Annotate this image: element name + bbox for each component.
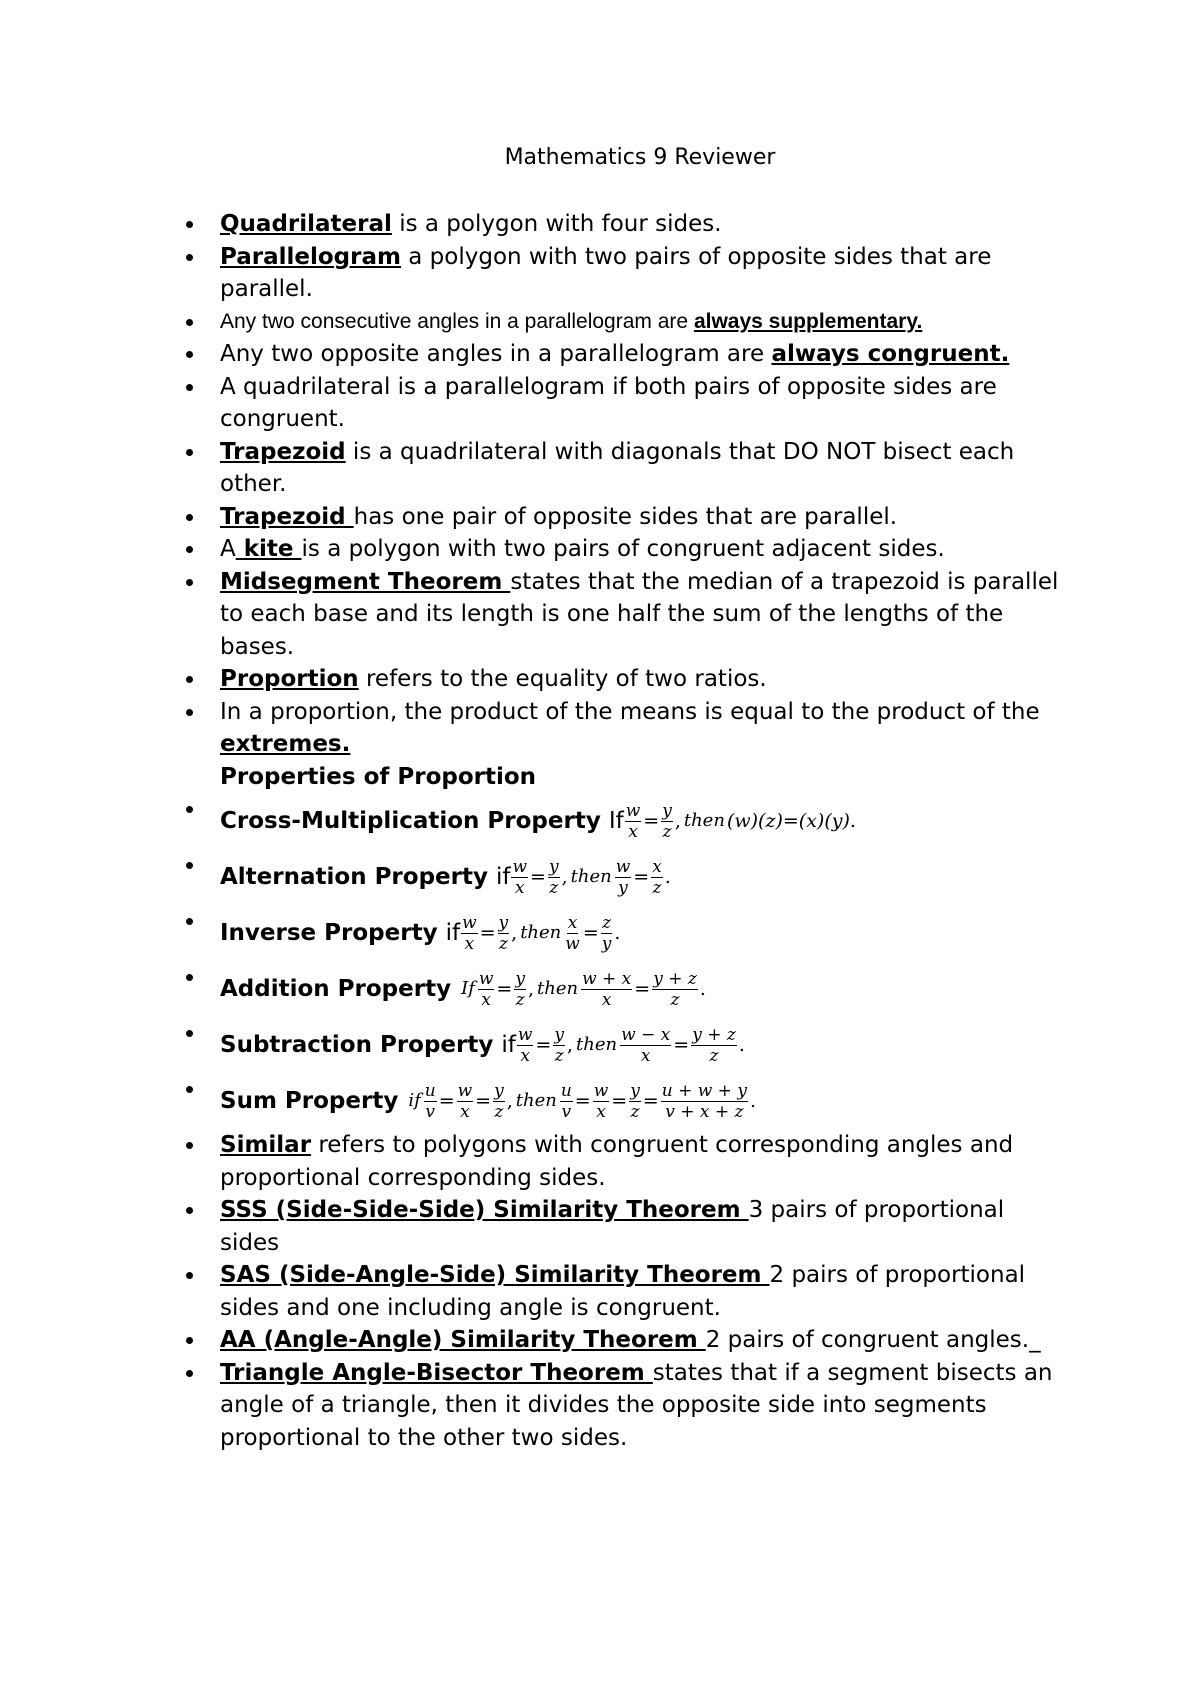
list-item	[220, 338, 1060, 371]
fraction: $\frac{u + w + y}{v + x + z}$	[661, 1080, 747, 1122]
term: Midsegment Theorem	[220, 568, 511, 595]
list-item	[220, 696, 1060, 761]
fraction: $\frac{y}{z}$	[630, 1080, 640, 1122]
list-item	[220, 1357, 1060, 1455]
list-item	[220, 1259, 1060, 1324]
definition: states that if a segment bisects an angle of a triangle, then it divides the opposite side into segments proportional to the other two sides.	[220, 1359, 1053, 1451]
list-item	[220, 1324, 1060, 1357]
definition: 3 pairs of proportional sides	[220, 1197, 1005, 1256]
definition: has one pair of opposite sides that are parallel.	[353, 503, 898, 530]
list-item	[220, 566, 1060, 664]
definition: states that the median of a trapezoid is parallel to each base and its length is one half the sum of the lengths of the bases.	[220, 568, 1059, 660]
list-item	[220, 501, 1060, 534]
lead-word: if	[408, 1089, 421, 1111]
list-item	[220, 1194, 1060, 1259]
definition: 2 pairs of congruent angles._	[705, 1327, 1041, 1353]
list-item	[220, 436, 1060, 501]
fraction: $\frac{w}{x}$	[462, 912, 477, 954]
fraction: $\frac{y}{z}$	[548, 856, 559, 898]
fraction: $\frac{y}{z}$	[554, 1024, 564, 1066]
list-item	[220, 663, 1060, 696]
fraction: $\frac{y + z}{z}$	[653, 968, 697, 1010]
fraction: $\frac{w}{x}$	[478, 968, 494, 1010]
list-item	[220, 371, 1060, 436]
result: (w)(z)=(x)(y).	[726, 809, 856, 832]
emphasis: always congruent.	[771, 341, 1010, 367]
definition: refers to polygons with congruent corresponding angles and proportional corresponding sides.	[220, 1132, 1014, 1191]
fraction: $\frac{w}{x}$	[512, 856, 528, 898]
definition: Any two consecutive angles in a parallelogram are	[220, 309, 694, 333]
then-word: then	[683, 809, 725, 831]
fraction: $\frac{w}{x}$	[517, 1024, 533, 1066]
definition: 2 pairs of proportional sides and one including angle is congruent.	[220, 1262, 1026, 1321]
property-name: Subtraction Property	[220, 1031, 494, 1058]
list-item	[220, 208, 1060, 241]
lead-word: If	[608, 807, 624, 834]
formula-item: Sum Property if $\frac{u}{v}$ = $\frac{w}{x}$ = $\frac{y}{z}$ , then $\frac{u}{v}$ = $\frac{w}{x}$ = $\frac{y}{z}$ = $\frac{u + w + y}{v + x + z}$ .	[220, 1073, 1060, 1129]
property-name: Addition Property	[220, 975, 452, 1002]
term: SAS (Side-Angle-Side) Similarity Theorem	[220, 1262, 770, 1288]
list-item	[220, 306, 1060, 339]
fraction: $\frac{w + x}{x}$	[582, 968, 632, 1010]
property-name: Inverse Property	[220, 919, 438, 946]
fraction: $\frac{y}{z}$	[662, 800, 672, 842]
term: Proportion	[220, 666, 359, 692]
lead-word: if	[501, 1031, 516, 1058]
page-title: Mathematics 9 Reviewer	[504, 145, 776, 170]
list-item	[220, 241, 1060, 306]
definition: In a proportion, the product of the means is equal to the product of the	[220, 698, 1040, 725]
emphasis: extremes.	[220, 731, 351, 757]
fraction: $\frac{u}{v}$	[560, 1080, 572, 1122]
then-word: then	[515, 1089, 557, 1111]
emphasis: always supplementary.	[693, 309, 923, 333]
fraction: $\frac{u}{v}$	[424, 1080, 436, 1122]
term: kite	[235, 536, 302, 562]
formula-item: Cross-Multiplication Property If $\frac{w}{x}$ = $\frac{y}{z}$ , then (w)(z)=(x)(y).	[220, 793, 1060, 849]
reviewer-list	[220, 208, 1060, 1454]
term: Trapezoid	[220, 503, 354, 530]
formula-item: Subtraction Property if $\frac{w}{x}$ = $\frac{y}{z}$ , then $\frac{w - x}{x}$ = $\frac{y + z}{z}$ .	[220, 1017, 1060, 1073]
definition: refers to the equality of two ratios.	[358, 666, 767, 692]
fraction: $\frac{y}{z}$	[515, 968, 525, 1010]
term: Triangle Angle-Bisector Theorem	[220, 1359, 653, 1386]
definition: is a quadrilateral with diagonals that DO NOT bisect each other.	[220, 438, 1015, 497]
fraction: $\frac{w}{x}$	[457, 1080, 473, 1122]
term: Similar	[220, 1132, 312, 1158]
lead-word: If	[461, 977, 475, 999]
lead-word: if	[445, 919, 461, 946]
term: Parallelogram	[220, 243, 401, 270]
lead-word: if	[495, 863, 511, 890]
prefix: A	[220, 536, 236, 562]
then-word: then	[570, 865, 612, 887]
fraction: $\frac{w - x}{x}$	[621, 1024, 671, 1066]
formula-item: Inverse Property if $\frac{w}{x}$ = $\frac{y}{z}$ , then $\frac{x}{w}$ = $\frac{z}{y}$ .	[220, 905, 1060, 961]
list-item	[220, 533, 1060, 566]
formula-item: Addition Property If $\frac{w}{x}$ = $\frac{y}{z}$ , then $\frac{w + x}{x}$ = $\frac{y + z}{z}$ .	[220, 961, 1060, 1017]
list-item	[220, 1129, 1060, 1194]
fraction: $\frac{w}{x}$	[593, 1080, 609, 1122]
then-word: then	[537, 977, 579, 999]
property-name: Alternation Property	[220, 863, 488, 890]
definition: is a polygon with four sides.	[391, 211, 722, 237]
fraction: $\frac{z}{y}$	[601, 912, 612, 954]
term: AA (Angle-Angle) Similarity Theorem	[220, 1327, 706, 1353]
fraction: $\frac{y + z}{z}$	[692, 1024, 736, 1066]
property-name: Sum Property	[220, 1087, 399, 1114]
fraction: $\frac{w}{y}$	[615, 856, 631, 898]
definition: A quadrilateral is a parallelogram if both pairs of opposite sides are congruent.	[220, 373, 997, 432]
definition: Any two opposite angles in a parallelogram are	[220, 341, 772, 367]
term: Trapezoid	[220, 438, 346, 465]
definition: is a polygon with two pairs of congruent adjacent sides.	[301, 536, 945, 562]
formula-item: Alternation Property if $\frac{w}{x}$ = $\frac{y}{z}$ , then $\frac{w}{y}$ = $\frac{x}{z}$ .	[220, 849, 1060, 905]
fraction: $\frac{y}{z}$	[498, 912, 509, 954]
fraction: $\frac{x}{z}$	[652, 856, 662, 898]
term: Quadrilateral	[220, 211, 392, 237]
term: SSS (Side-Side-Side) Similarity Theorem	[220, 1197, 749, 1223]
fraction: $\frac{w}{x}$	[625, 800, 641, 842]
fraction: $\frac{x}{w}$	[565, 912, 580, 954]
then-word: then	[520, 921, 562, 943]
section-subheading: Properties of Proportion	[220, 763, 537, 790]
fraction: $\frac{y}{z}$	[494, 1080, 504, 1122]
then-word: then	[576, 1033, 618, 1055]
definition: a polygon with two pairs of opposite sides that are parallel.	[220, 243, 992, 302]
property-name: Cross-Multiplication Property	[220, 807, 601, 834]
